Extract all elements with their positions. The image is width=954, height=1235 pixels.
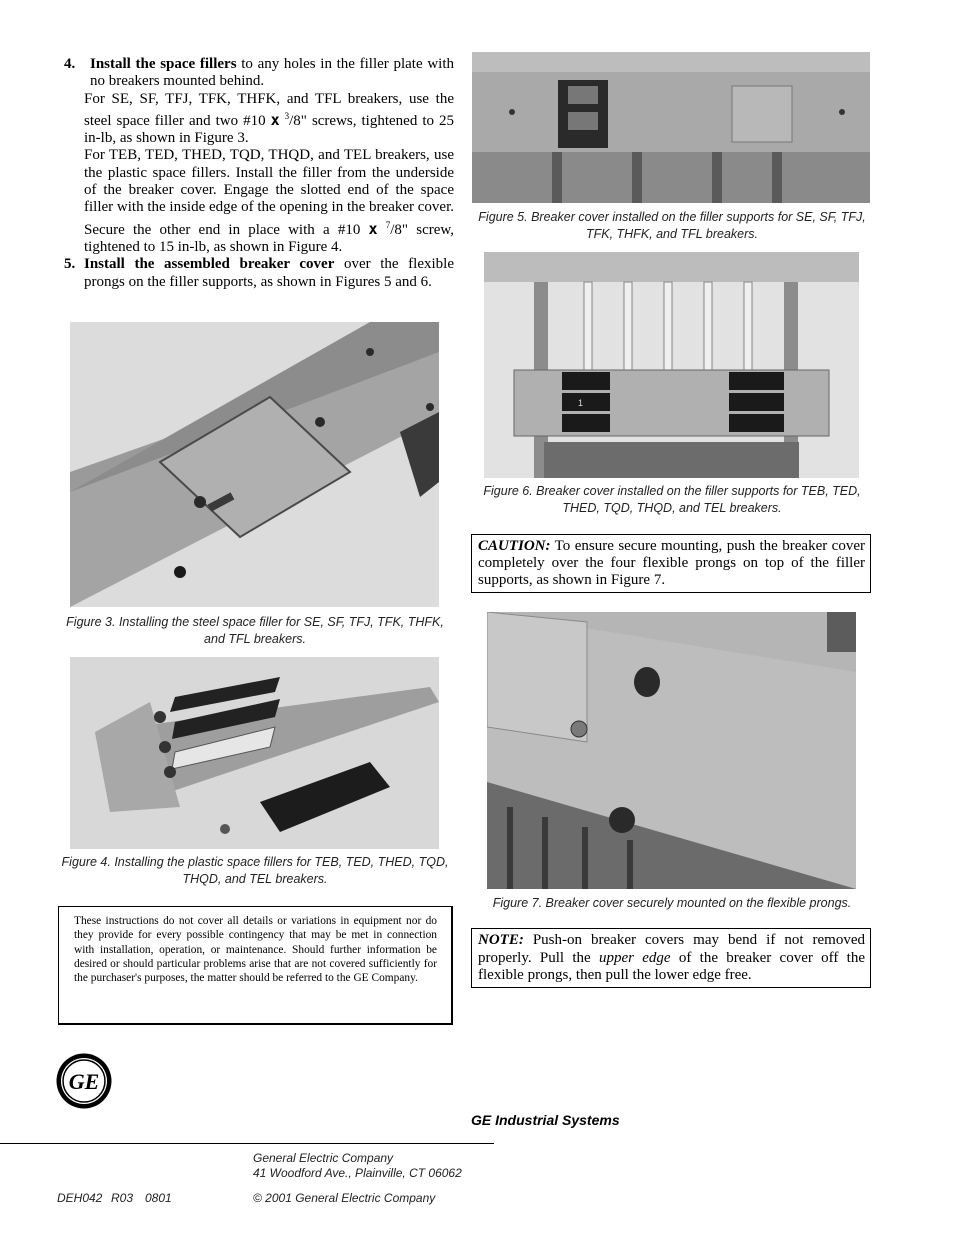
- step-4-steel-text-a: For SE, SF, TFJ, TFK, THFK, and TFL breakers, use the steel space filler and two #10: [84, 90, 454, 129]
- step-4-steel-filler-paragraph: [64, 91, 454, 148]
- step-4-plastic-x: x: [368, 219, 378, 238]
- footer-doc-number: DEH042: [57, 1191, 103, 1205]
- step-4-plastic-text-a: For TEB, TED, THED, TQD, THQD, and TEL breakers, use the plastic space fillers. Install the filler from the underside of the breaker cover. Engage the slotted end of the space filler with the inside edge of the opening in the breaker cover. Secure the other end in place with a #10: [84, 147, 454, 238]
- footer-rule: [0, 1143, 494, 1144]
- figure-5-caption: Figure 5. Breaker cover installed on the filler supports for SE, SF, TFJ, TFK, THFK, and TFL breakers.: [478, 210, 866, 241]
- note-box: [471, 928, 871, 988]
- ge-logo-text: GE: [68, 1069, 100, 1094]
- note-text: [472, 929, 870, 985]
- figure-7-photo: [487, 612, 856, 889]
- ge-monogram-icon: [56, 1053, 112, 1109]
- step-4-intro: [64, 56, 454, 91]
- ge-logo: [56, 1053, 112, 1109]
- footer-address: 41 Woodford Ave., Plainville, CT 06062: [253, 1166, 462, 1180]
- step-4-number: 4.: [64, 56, 76, 72]
- figure-6-caption: Figure 6. Breaker cover installed on the filler supports for TEB, TED, THED, TQD, THQD, and TEL breakers.: [483, 484, 861, 515]
- figure-6-photo: [484, 252, 859, 478]
- figure-4-photo: [70, 657, 439, 849]
- figure-3-caption: Figure 3. Installing the steel space filler for SE, SF, TFJ, TFK, THFK, and TFL breakers.: [66, 615, 444, 646]
- figure-5-photo: [472, 52, 870, 203]
- caution-label: CAUTION:: [478, 538, 551, 554]
- figure-4-caption: Figure 4. Installing the plastic space fillers for TEB, TED, THED, TQD, THQD, and TEL breakers.: [61, 855, 449, 886]
- note-body-b: of the breaker cover off the flexible prongs, then pull the lower edge free.: [478, 949, 866, 983]
- caution-body: To ensure secure mounting, push the breaker cover completely over the four flexible prongs on top of the filler supports, as shown in Figure 7.: [478, 538, 865, 588]
- step-5: [64, 256, 454, 291]
- footer-revision: R03: [111, 1191, 134, 1205]
- step-4: [64, 56, 454, 291]
- step-4-steel-x: x: [270, 110, 280, 129]
- step-4-steel-text-b: screws, tightened to 25 in-lb, as shown in Figure 3.: [84, 112, 454, 147]
- step-4-plastic-frac-num: 7: [385, 219, 391, 230]
- disclaimer-box: [58, 906, 453, 1025]
- step-4-plastic-filler-paragraph: [64, 147, 454, 256]
- figure-7-caption: Figure 7. Breaker cover securely mounted on the flexible prongs.: [492, 896, 852, 910]
- footer-copyright: © 2001 General Electric Company: [253, 1191, 436, 1205]
- figure-3-photo: [70, 322, 439, 607]
- caution-box: [471, 534, 871, 593]
- note-label: NOTE:: [478, 932, 524, 948]
- step-4-intro-rest: to any holes in the filler plate with no breakers mounted behind.: [90, 56, 454, 90]
- footer-company: General Electric Company: [253, 1151, 394, 1165]
- footer-division: GE Industrial Systems: [471, 1112, 620, 1128]
- step-4-title: Install the space fillers: [90, 56, 237, 72]
- footer-date-code: 0801: [145, 1191, 172, 1205]
- step-5-number: 5.: [64, 256, 76, 273]
- note-body-a: Push-on breaker covers may bend if not removed properly. Pull the: [478, 932, 865, 966]
- step-5-rest: over the flexible prongs on the filler supports, as shown in Figures 5 and 6.: [84, 256, 454, 290]
- disclaimer-text: These instructions do not cover all details or variations in equipment nor do they provide for every possible contingency that may be met in connection with installation, operation, or maintenance. Should further information be desired or should particular problems arise that are not covered sufficiently for the purchaser's purposes, the matter should be referred to the GE Company.: [74, 915, 437, 985]
- step-4-plastic-frac-den: /8": [390, 221, 409, 238]
- step-4-plastic-text-b: screw, tightened to 15 in-lb, as shown in Figure 4.: [84, 221, 454, 255]
- step-4-steel-frac-num: 3: [284, 110, 290, 121]
- step-4-steel-frac-den: /8": [289, 112, 307, 129]
- note-emphasis: upper edge: [598, 949, 671, 966]
- step-5-title: Install the assembled breaker cover: [84, 256, 335, 273]
- caution-text: [472, 535, 870, 589]
- figure-6-slot-mark: 1: [578, 398, 584, 408]
